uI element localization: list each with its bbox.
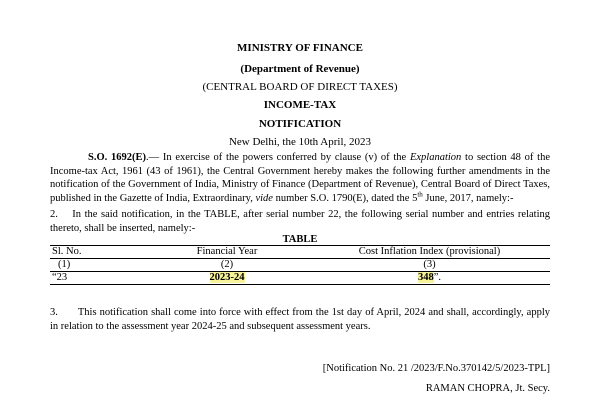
col-number-3: (3): [309, 259, 550, 272]
notification-number: [Notification No. 21 /2023/F.No.370142/5/2023-TPL]: [322, 363, 550, 374]
para1-text-4: June, 2017, namely:-: [422, 192, 514, 204]
table-title: TABLE: [282, 234, 318, 245]
table-row: [50, 272, 550, 285]
row-financial-year: 2023-24: [209, 272, 245, 283]
col-number-2: (2): [145, 259, 309, 272]
table-numbering-row: [50, 259, 550, 272]
vide-term: vide: [255, 192, 273, 204]
para3-text: This notification shall come into force with effect from the 1st day of April, 2024 and shall, accordingly, apply in relation to the assessment year 2024-25 and subsequent assessment years.: [50, 307, 550, 332]
cost-inflation-table: [50, 245, 550, 285]
row-financial-year-cell: [145, 272, 309, 285]
paragraph-2: [50, 208, 550, 235]
row-index-cell: [309, 272, 550, 285]
ordinal-suffix: th: [417, 190, 423, 199]
header-sl-no: Sl. No.: [50, 246, 145, 259]
dateline: New Delhi, the 10th April, 2023: [228, 136, 372, 148]
header-cost-inflation-index: Cost Inflation Index (provisional): [309, 246, 550, 259]
para2-text: In the said notification, in the TABLE, after serial number 22, the following serial number and entries relating thereto, shall be inserted, namely:-: [50, 209, 551, 234]
so-number: S.O. 1692(E): [88, 152, 147, 163]
board-heading: (CENTRAL BOARD OF DIRECT TAXES): [202, 81, 398, 93]
row-index-value: 348: [417, 272, 434, 283]
para1-text-3: number S.O. 1790(E), dated the 5: [272, 192, 418, 204]
col-number-1: (1): [50, 259, 145, 272]
para2-number: 2.: [50, 209, 58, 220]
header-financial-year: Financial Year: [145, 246, 309, 259]
department-heading: (Department of Revenue): [240, 63, 360, 75]
table-header-row: [50, 246, 550, 259]
para3-number: 3.: [50, 307, 58, 318]
row-serial: “23: [50, 272, 145, 285]
para1-text-1: .— In exercise of the powers conferred by clause (v) of the: [146, 152, 410, 163]
income-tax-title: INCOME-TAX: [263, 99, 337, 111]
row-closing-quote: ”.: [433, 272, 442, 283]
para1-text-2: to section 48 of the Income-tax Act, 1961 (43 of 1961), the Central Government hereby makes the following further amendments in the notification of the Government of India, Ministry of Finance (Department of Revenue), Central Board of Direct Taxes, published in the Gazette of India, Extraordinary,: [50, 152, 551, 204]
signatory: RAMAN CHOPRA, Jt. Secy.: [425, 383, 550, 394]
explanation-term: Explanation: [409, 152, 462, 163]
notification-title: NOTIFICATION: [258, 118, 342, 130]
paragraph-1: [50, 151, 550, 206]
ministry-heading: MINISTRY OF FINANCE: [237, 42, 363, 54]
paragraph-3: [50, 306, 550, 333]
